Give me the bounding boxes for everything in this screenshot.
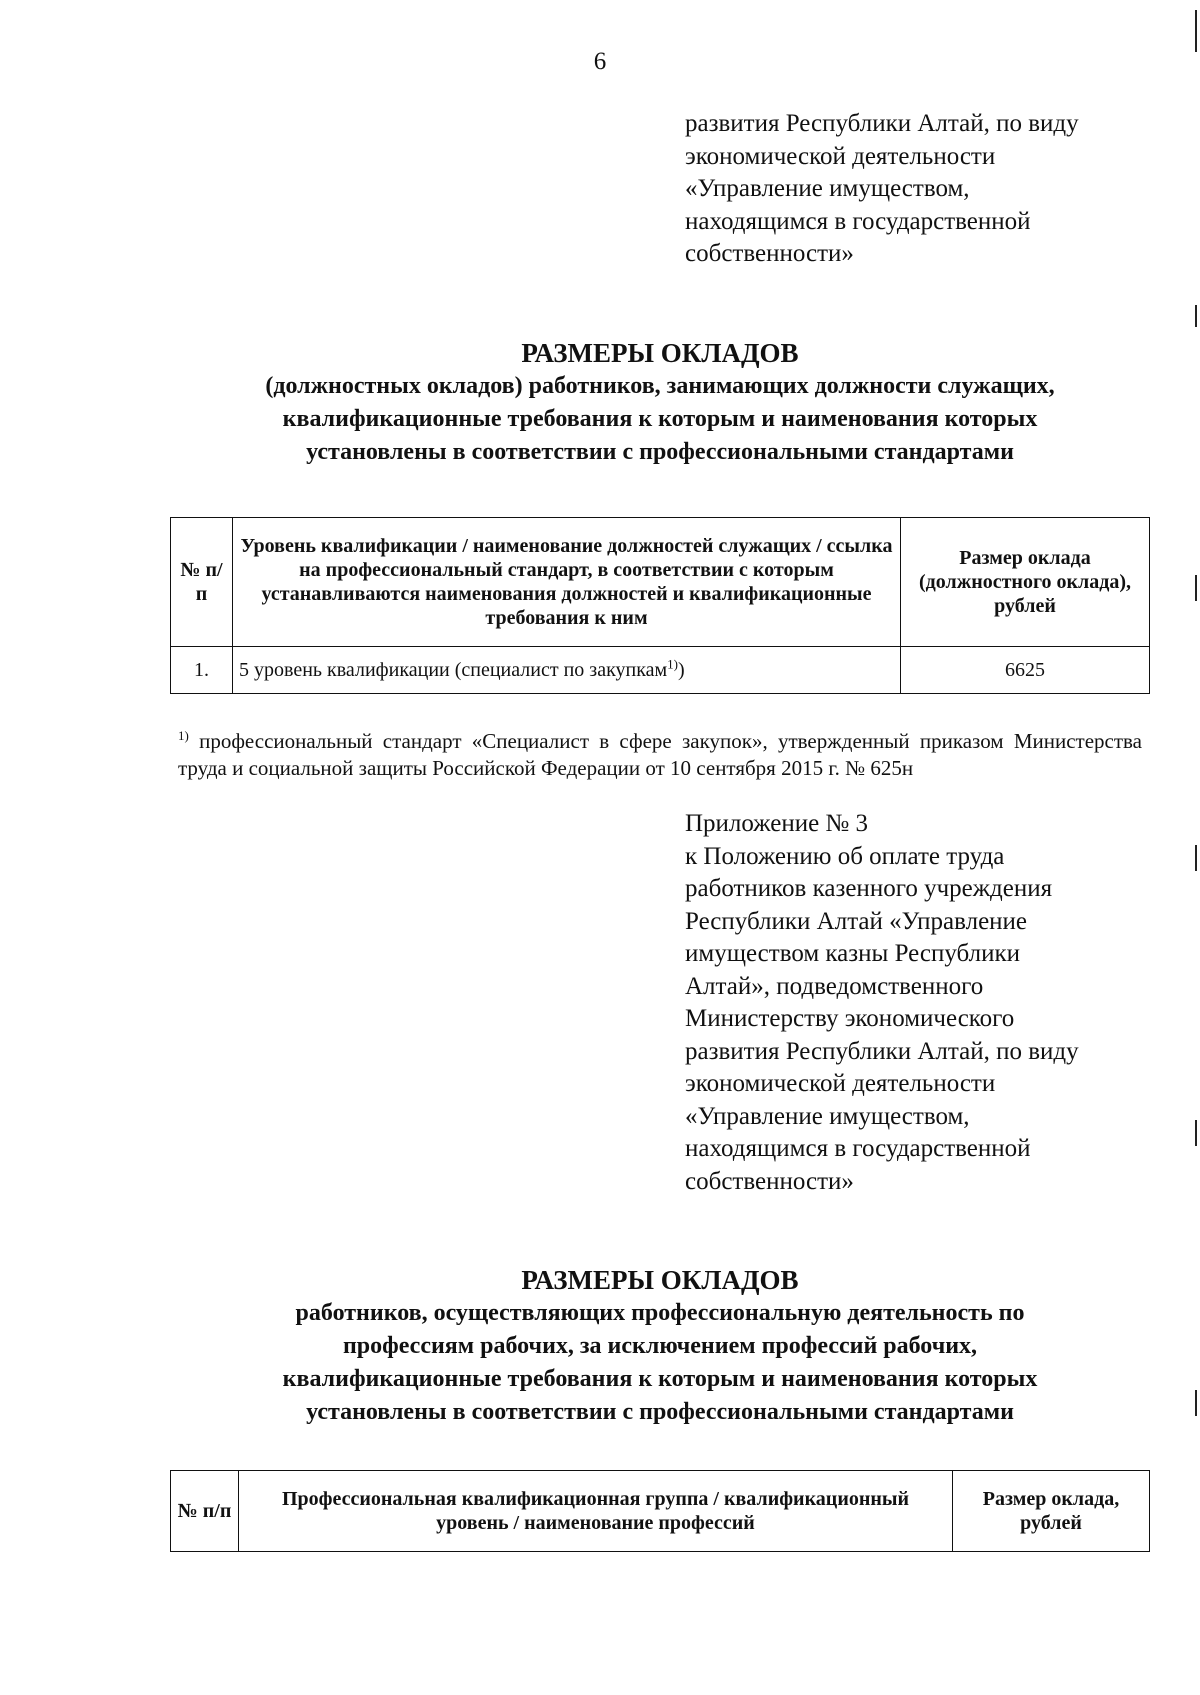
row-position-suffix: ) (678, 659, 685, 681)
header-salary: Размер оклада, рублей (953, 1471, 1150, 1552)
section-1-heading (150, 336, 1170, 469)
appendix-line: находящимся в государственной (685, 1135, 1031, 1162)
subtitle-line: установлены в соответствии с профессиональными стандартами (306, 439, 1014, 465)
appendix-line: экономической деятельности (685, 142, 996, 170)
appendix-line: развития Республики Алтай, по виду (685, 1037, 1079, 1065)
subtitle-line: (должностных окладов) работников, занимающих должности служащих, (265, 373, 1055, 399)
appendix-line: находящимся в государственной (685, 207, 1031, 235)
scan-edge-mark (1195, 10, 1197, 52)
header-position: Уровень квалификации / наименование должностей служащих / ссылка на профессиональный стандарт, в соответствии с которым устанавливаются наименования должностей и квалификационные требования к ним (233, 518, 901, 647)
footnote-text: профессиональный стандарт «Специалист в сфере закупок», утвержденный приказом Министерства труда и социальной защиты Российской Федерации от 10 сентября 2015 г. № 625н (178, 729, 1142, 780)
appendix-line: собственности» (685, 1167, 854, 1195)
subtitle-line: квалификационные требования к которым и наименования которых (282, 1366, 1038, 1392)
appendix-line: развития Республики Алтай, по виду (685, 110, 1079, 137)
row-position-text: 5 уровень квалификации (специалист по закупкам (239, 659, 668, 681)
salary-table-employees (170, 517, 1150, 694)
subtitle-line: работников, осуществляющих профессиональную деятельность по (295, 1300, 1025, 1326)
section-1-subtitle (150, 370, 1170, 469)
table-header-row (171, 518, 1150, 647)
header-number: № п/п (171, 518, 233, 647)
scan-edge-mark (1195, 1390, 1197, 1416)
header-number: № п/п (171, 1471, 239, 1552)
appendix-line: Приложение № 3 (685, 810, 869, 837)
subtitle-line: установлены в соответствии с профессиональными стандартами (306, 1399, 1014, 1425)
scan-edge-mark (1195, 305, 1197, 327)
appendix-line: Министерству экономического (685, 1005, 1015, 1032)
section-2-heading (150, 1263, 1170, 1429)
table-header-row (171, 1471, 1150, 1552)
subtitle-line: профессиям рабочих, за исключением профессий рабочих, (342, 1333, 978, 1359)
appendix-line: экономической деятельности (685, 1070, 996, 1097)
appendix-line: к Положению об оплате труда (685, 842, 1005, 870)
section-2-subtitle (150, 1297, 1170, 1429)
subtitle-line: квалификационные требования к которым и наименования которых (282, 406, 1038, 432)
row-salary: 6625 (901, 647, 1150, 694)
scan-edge-mark (1195, 1120, 1197, 1146)
section-1-title: РАЗМЕРЫ ОКЛАДОВ (521, 338, 799, 368)
salary-table-workers (170, 1470, 1150, 1552)
appendix-3-reference (685, 808, 1165, 1198)
page-number: 6 (593, 48, 607, 75)
appendix-reference-continued (685, 108, 1165, 271)
header-salary: Размер оклада (должностного оклада), рублей (901, 518, 1150, 647)
row-number: 1. (171, 647, 233, 694)
footnote-ref: 1) (667, 656, 679, 672)
scan-edge-mark (1195, 845, 1197, 871)
footnote-marker: 1) (178, 728, 189, 743)
row-position (233, 647, 901, 694)
appendix-line: Республики Алтай «Управление (685, 907, 1028, 935)
appendix-line: «Управление имуществом, (685, 175, 970, 202)
scan-edge-mark (1195, 575, 1197, 601)
appendix-line: Алтай», подведомственного (685, 972, 984, 1000)
appendix-line: «Управление имуществом, (685, 1102, 970, 1130)
footnote (178, 728, 1142, 782)
header-profession: Профессиональная квалификационная группа / квалификационный уровень / наименование профессий (239, 1471, 953, 1552)
appendix-line: собственности» (685, 240, 854, 267)
section-2-title: РАЗМЕРЫ ОКЛАДОВ (521, 1265, 799, 1295)
appendix-line: работников казенного учреждения (685, 875, 1053, 902)
table-row (171, 647, 1150, 694)
appendix-line: имуществом казны Республики (685, 940, 1020, 967)
